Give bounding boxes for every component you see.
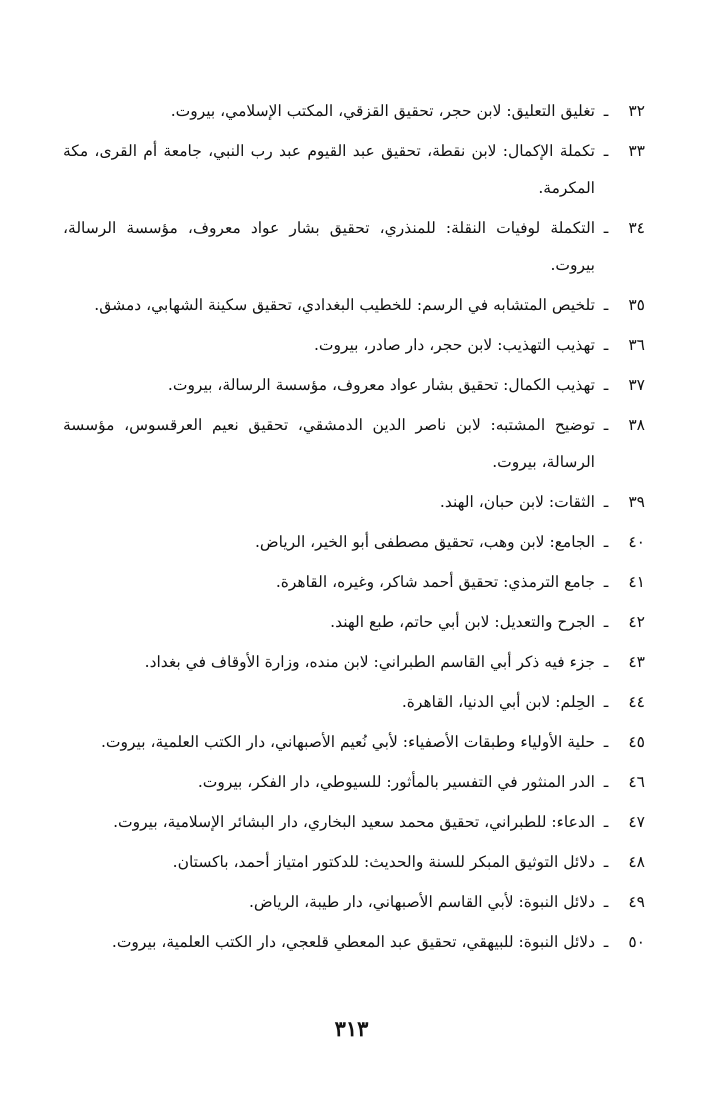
entry-number: ٣٤ [628, 219, 645, 237]
list-item [63, 724, 645, 761]
entry-text: دلائل التوثيق المبكر للسنة والحديث: للدكتور امتياز أحمد، باكستان. [172, 853, 595, 871]
entry-text: الدعاء: للطبراني، تحقيق محمد سعيد البخاري، دار البشائر الإسلامية، بيروت. [113, 813, 595, 831]
entry-number: ٤٠ [628, 533, 645, 551]
entry-number: ٤٥ [628, 733, 645, 751]
entry-number: ٤١ [628, 573, 645, 591]
entry-number: ٤٦ [628, 773, 645, 791]
entry-dash: ـ [603, 653, 609, 671]
entry-dash: ـ [603, 733, 609, 751]
entry-number: ٣٢ [628, 102, 645, 120]
entry-dash: ـ [603, 693, 609, 711]
entry-text: دلائل النبوة: للبيهقي، تحقيق عبد المعطي قلعجي، دار الكتب العلمية، بيروت. [111, 933, 595, 951]
entry-dash: ـ [603, 533, 609, 551]
entry-text: تهذيب التهذيب: لابن حجر، دار صادر، بيروت. [313, 336, 595, 354]
list-item [63, 884, 645, 921]
entry-text: حلية الأولياء وطبقات الأصفياء: لأبي نُعيم الأصبهاني، دار الكتب العلمية، بيروت. [101, 733, 595, 751]
entry-text: جزء فيه ذكر أبي القاسم الطبراني: لابن منده، وزارة الأوقاف في بغداد. [144, 653, 595, 671]
entry-number: ٣٥ [628, 296, 645, 314]
entry-number: ٤٩ [628, 893, 645, 911]
entry-text: الدر المنثور في التفسير بالمأثور: للسيوطي، دار الفكر، بيروت. [197, 773, 595, 791]
entry-dash: ـ [603, 853, 609, 871]
list-item [63, 764, 645, 801]
entry-dash: ـ [603, 102, 609, 120]
list-item [63, 484, 645, 521]
list-item [63, 133, 645, 207]
entry-text: الثقات: لابن حبان، الهند. [439, 493, 595, 511]
entry-dash: ـ [603, 219, 609, 237]
entry-number: ٤٨ [628, 853, 645, 871]
entry-dash: ـ [603, 416, 609, 434]
entry-number: ٤٧ [628, 813, 645, 831]
entry-number: ٤٣ [628, 653, 645, 671]
entry-dash: ـ [603, 493, 609, 511]
entry-text: الجامع: لابن وهب، تحقيق مصطفى أبو الخير، الرياض. [254, 533, 595, 551]
entry-number: ٣٧ [628, 376, 645, 394]
list-item [63, 327, 645, 364]
entry-number: ٣٩ [628, 493, 645, 511]
entry-dash: ـ [603, 573, 609, 591]
entry-text: التكملة لوفيات النقلة: للمنذري، تحقيق بشار عواد معروف، مؤسسة الرسالة، بيروت. [63, 219, 595, 274]
entry-dash: ـ [603, 142, 609, 160]
list-item [63, 564, 645, 601]
list-item [63, 210, 645, 284]
list-item [63, 644, 645, 681]
list-item [63, 93, 645, 130]
list-item [63, 367, 645, 404]
entry-dash: ـ [603, 296, 609, 314]
entry-number: ٤٤ [628, 693, 645, 711]
entry-number: ٣٨ [628, 416, 645, 434]
entry-dash: ـ [603, 773, 609, 791]
entry-text: جامع الترمذي: تحقيق أحمد شاكر، وغيره، القاهرة. [275, 573, 595, 591]
list-item [63, 844, 645, 881]
entry-text: تغليق التعليق: لابن حجر، تحقيق القزقي، المكتب الإسلامي، بيروت. [170, 102, 595, 120]
entry-text: توضيح المشتبه: لابن ناصر الدين الدمشقي، تحقيق نعيم العرقسوس، مؤسسة الرسالة، بيروت. [63, 416, 595, 471]
list-item [63, 804, 645, 841]
entry-number: ٤٢ [628, 613, 645, 631]
entry-text: الحِلم: لابن أبي الدنيا، القاهرة. [401, 693, 595, 711]
list-item [63, 524, 645, 561]
entry-number: ٣٣ [628, 142, 645, 160]
entry-dash: ـ [603, 613, 609, 631]
bibliography-list [63, 93, 645, 964]
entry-text: تكملة الإكمال: لابن نقطة، تحقيق عبد القيوم عبد رب النبي، جامعة أم القرى، مكة المكرمة. [63, 142, 595, 197]
entry-number: ٥٠ [628, 933, 645, 951]
entry-dash: ـ [603, 813, 609, 831]
list-item [63, 684, 645, 721]
list-item [63, 924, 645, 961]
entry-text: تلخيص المتشابه في الرسم: للخطيب البغدادي، تحقيق سكينة الشهابي، دمشق. [94, 296, 595, 314]
entry-dash: ـ [603, 933, 609, 951]
page-number: ٣١٣ [334, 1016, 369, 1041]
entry-text: دلائل النبوة: لأبي القاسم الأصبهاني، دار طيبة، الرياض. [248, 893, 595, 911]
entry-number: ٣٦ [628, 336, 645, 354]
list-item [63, 604, 645, 641]
entry-text: الجرح والتعديل: لابن أبي حاتم، طبع الهند. [330, 613, 595, 631]
entry-dash: ـ [603, 893, 609, 911]
entry-dash: ـ [603, 336, 609, 354]
list-item [63, 287, 645, 324]
list-item [63, 407, 645, 481]
entry-dash: ـ [603, 376, 609, 394]
entry-text: تهذيب الكمال: تحقيق بشار عواد معروف، مؤسسة الرسالة، بيروت. [167, 376, 595, 394]
